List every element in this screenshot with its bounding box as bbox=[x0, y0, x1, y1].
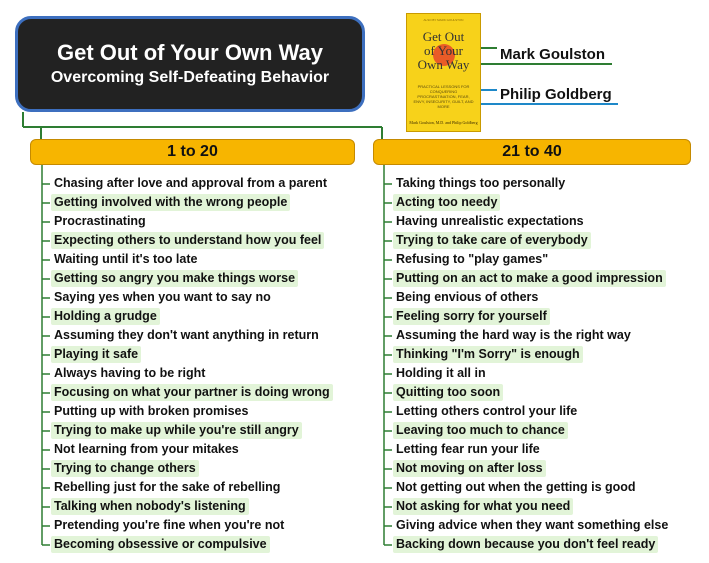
subtopic-item[interactable]: Trying to take care of everybody bbox=[393, 232, 591, 249]
subtopic-item[interactable]: Saying yes when you want to say no bbox=[54, 290, 271, 304]
book-cover-blurb: PRACTICAL LESSONS FOR CONQUERING PROCRASTINATION, FEAR, ENVY, INSECURITY, GUILT, AND MORE bbox=[413, 84, 474, 109]
subtopic-item[interactable]: Being envious of others bbox=[396, 290, 539, 304]
subtopic-item[interactable]: Assuming the hard way is the right way bbox=[396, 328, 631, 342]
subtopic-item[interactable]: Expecting others to understand how you feel bbox=[51, 232, 324, 249]
subtopic-item[interactable]: Getting involved with the wrong people bbox=[51, 194, 290, 211]
subtopic-item[interactable]: Rebelling just for the sake of rebelling bbox=[54, 480, 281, 494]
subtopic-item[interactable]: Holding a grudge bbox=[51, 308, 160, 325]
subtopic-item[interactable]: Waiting until it's too late bbox=[54, 252, 198, 266]
subtopic-item[interactable]: Trying to change others bbox=[51, 460, 199, 477]
subtopic-item[interactable]: Thinking "I'm Sorry" is enough bbox=[393, 346, 583, 363]
subtopic-item[interactable]: Feeling sorry for yourself bbox=[393, 308, 550, 325]
subtopic-item[interactable]: Giving advice when they want something else bbox=[396, 518, 669, 532]
subtopic-item[interactable]: Assuming they don't want anything in return bbox=[54, 328, 319, 342]
subtopic-item[interactable]: Becoming obsessive or compulsive bbox=[51, 536, 270, 553]
subtopic-item[interactable]: Having unrealistic expectations bbox=[396, 214, 584, 228]
central-topic[interactable] bbox=[15, 16, 365, 112]
book-cover-image bbox=[406, 13, 481, 132]
subtopic-item[interactable]: Always having to be right bbox=[54, 366, 206, 380]
subtopic-item[interactable]: Quitting too soon bbox=[393, 384, 503, 401]
subtopic-item[interactable]: Focusing on what your partner is doing wrong bbox=[51, 384, 333, 401]
subtopic-item[interactable]: Playing it safe bbox=[51, 346, 141, 363]
subtopic-item[interactable]: Holding it all in bbox=[396, 366, 486, 380]
subtopic-item[interactable]: Backing down because you don't feel ready bbox=[393, 536, 658, 553]
book-cover-title-line: Get Out bbox=[422, 29, 465, 44]
subtopic-item[interactable]: Chasing after love and approval from a parent bbox=[54, 176, 327, 190]
branch-1-to-20[interactable]: 1 to 20 bbox=[30, 139, 355, 165]
subtopic-item[interactable]: Not moving on after loss bbox=[393, 460, 546, 477]
subtopic-item[interactable]: Putting on an act to make a good impression bbox=[393, 270, 666, 287]
subtopic-item[interactable]: Leaving too much to chance bbox=[393, 422, 568, 439]
branch-21-to-40[interactable]: 21 to 40 bbox=[373, 139, 691, 165]
book-cover-title bbox=[407, 30, 480, 72]
subtopic-item[interactable]: Not learning from your mitakes bbox=[54, 442, 239, 456]
subtopic-item[interactable]: Getting so angry you make things worse bbox=[51, 270, 298, 287]
subtopic-item[interactable]: Talking when nobody's listening bbox=[51, 498, 249, 515]
subtopic-item[interactable]: Procrastinating bbox=[54, 214, 146, 228]
author-mark-goulston[interactable]: Mark Goulston bbox=[500, 46, 606, 63]
subtopic-item[interactable]: Pretending you're fine when you're not bbox=[54, 518, 285, 532]
book-cover-authors: Mark Goulston, M.D. and Philip Goldberg bbox=[409, 120, 478, 125]
page-subtitle: Overcoming Self-Defeating Behavior bbox=[50, 69, 330, 86]
author-philip-goldberg[interactable]: Philip Goldberg bbox=[500, 86, 612, 103]
subtopic-item[interactable]: Putting up with broken promises bbox=[54, 404, 249, 418]
subtopic-item[interactable]: Refusing to "play games" bbox=[396, 252, 549, 266]
book-cover-top-line: ALSO BY MARK GOULSTON bbox=[423, 18, 464, 22]
subtopic-item[interactable]: Acting too needy bbox=[393, 194, 500, 211]
subtopic-item[interactable]: Letting fear run your life bbox=[396, 442, 540, 456]
subtopic-item[interactable]: Not asking for what you need bbox=[393, 498, 573, 515]
book-cover-title-line: of Your bbox=[423, 43, 463, 58]
subtopic-item[interactable]: Not getting out when the getting is good bbox=[396, 480, 636, 494]
page-title: Get Out of Your Own Way bbox=[56, 40, 324, 65]
subtopic-item[interactable]: Trying to make up while you're still angry bbox=[51, 422, 302, 439]
subtopic-item[interactable]: Taking things too personally bbox=[396, 176, 566, 190]
book-cover-title-line: Own Way bbox=[417, 57, 470, 72]
subtopic-item[interactable]: Letting others control your life bbox=[396, 404, 578, 418]
